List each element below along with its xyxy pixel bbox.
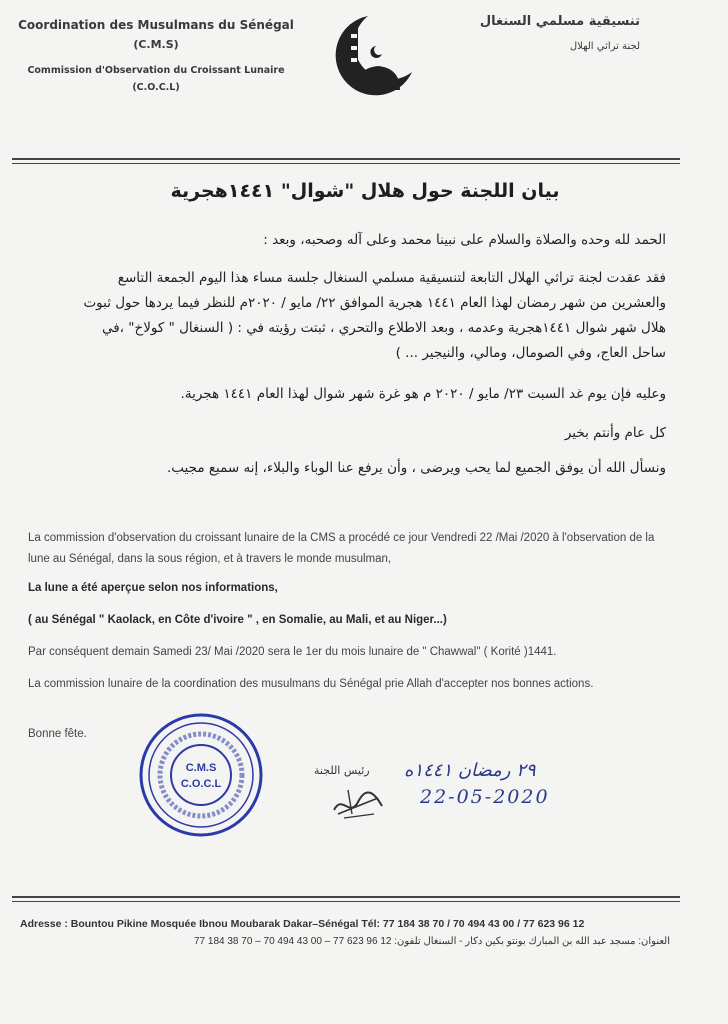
org-name-fr: Coordination des Musulmans du Sénégal (18, 18, 294, 32)
header-left (6, 18, 306, 93)
french-closing: Bonne fête. (28, 728, 87, 740)
footer-address-ar: العنوان: مسجد عبد الله بن المبارك بونتو بكين دكار - السنغال تلفون: 12 96 623 77 – 00 43 494 70 – 70 38 184 77 (193, 936, 670, 947)
arabic-line-1: وعليه فإن يوم غد السبت ٢٣/ مايو / ٢٠٢٠ م هو غرة شهر شوال لهذا العام ١٤٤١ هجرية. (180, 386, 666, 402)
handwritten-gregorian-date: 22-05-2020 (420, 786, 550, 808)
org-name-ar: تنسيقية مسلمي السنغال (479, 14, 640, 29)
header-right (470, 14, 640, 52)
arabic-paragraph: فقد عقدت لجنة تراثي الهلال التابعة لتنسيقية مسلمي السنغال جلسة مساء هذا اليوم الجمعة التاسع والعشرين من شهر رمضان لهذا العام ١٤٤١ هجرية الموافق ٢٢/ مايو / ٢٠٢٠م للنظر فيما يردها حول ثبوت هلال شهر شوال ١٤٤١هجرية وعدمه ، وبعد الاطلاع والتحري ، ثبتت رؤيته في : ( السنغال " كولاخ" ،في ساحل العاج، وفي الصومال، ومالي، والنيجير ... ) (83, 270, 666, 361)
header-divider (12, 158, 680, 164)
french-paragraph-5: La commission lunaire de la coordination des musulmans du Sénégal prie Allah d'accepter nos bonnes actions. (28, 678, 594, 690)
arabic-line-3: ونسأل الله أن يوفق الجميع لما يحب ويرضى ، وأن يرفع عنا الوباء والبلاء، إنه سميع مجيب. (166, 460, 666, 476)
crescent-mosque-logo (316, 10, 420, 100)
stamp-text-bottom: C.O.C.L (180, 778, 222, 790)
signature-label: رئيس اللجنة (314, 764, 370, 777)
arabic-line-2: كل عام وأنتم بخير (564, 425, 666, 441)
footer-divider (12, 896, 680, 902)
commission-name-ar: لجنة تراثي الهلال (569, 41, 640, 52)
stamp-text-top: C.M.S (185, 762, 217, 774)
org-abbr-fr: (C.M.S) (133, 38, 179, 51)
commission-name-fr: Commission d'Observation du Croissant Lunaire (27, 65, 285, 76)
commission-abbr-fr: (C.O.C.L) (132, 82, 180, 93)
arabic-greeting: الحمد لله وحده والصلاة والسلام على نبينا محمد وعلى آله وصحبه، وبعد : (263, 232, 666, 248)
french-paragraph-4: Par conséquent demain Samedi 23/ Mai /2020 sera le 1er du mois lunaire de " Chawwal" ( Korité )1441. (28, 646, 557, 658)
french-paragraph-1: La commission d'observation du croissant lunaire de la CMS a procédé ce jour Vendredi 22 /Mai /2020 à l'observation de la lune au Sénégal, dans la sous région, et à travers le monde musulman, (28, 532, 655, 565)
handwritten-hijri-date: ٢٩ رمضان ١٤٤١ه (404, 760, 536, 781)
official-stamp (136, 710, 266, 840)
french-paragraph-3: ( au Sénégal " Kaolack, en Côte d'ivoire " , en Somalie, au Mali, et au Niger...) (28, 614, 447, 626)
handwritten-signature (328, 784, 388, 824)
footer-address-fr: Adresse : Bountou Pikine Mosquée Ibnou Moubarak Dakar–Sénégal Tél: 77 184 38 70 / 70 494 43 00 / 77 623 96 12 (20, 918, 585, 930)
french-paragraph-2: La lune a été aperçue selon nos informations, (28, 582, 278, 594)
arabic-title: بيان اللجنة حول هلال "شوال" ١٤٤١هجرية (170, 180, 560, 202)
